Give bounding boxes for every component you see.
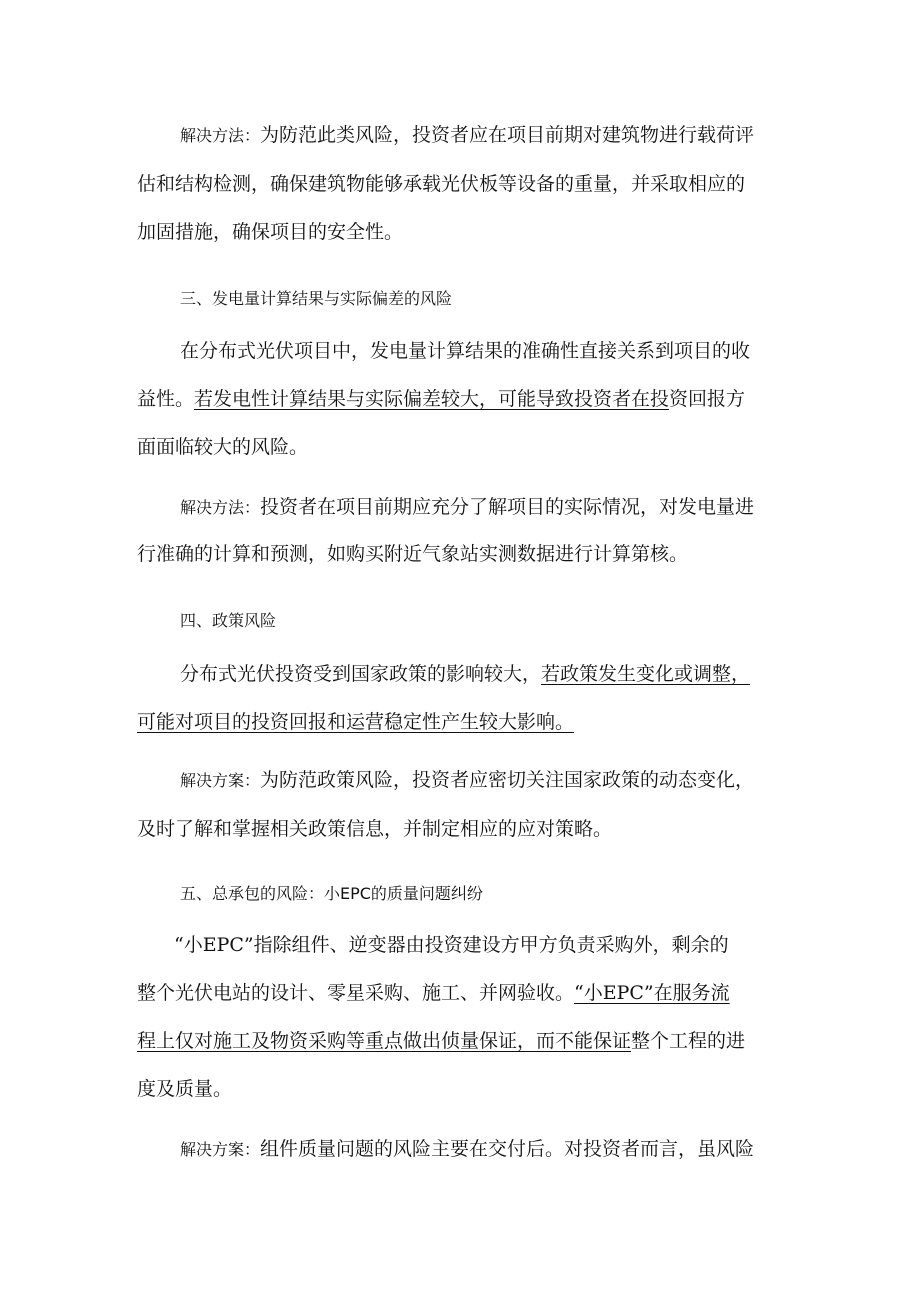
section5-body-line-2: 整个光伏电站的设计、零星采购、施工、并网验收。“小EPC”在服务流	[137, 982, 730, 1004]
section5-heading: 五、总承包的风险：小EPC的质量问题纠纷	[180, 884, 483, 903]
section5-body-line-4: 度及质量。	[137, 1078, 233, 1100]
section3-solution-line-1: 解决方法：投资者在项目前期应充分了解项目的实际情况，对发电量进	[180, 496, 755, 518]
section3-body-line-1: 在分布式光伏项目中，发电量计算结果的准确性直接关系到项目的收	[180, 340, 751, 362]
section5-solution-line-1: 解决方案：组件质量问题的风险主要在交付后。对投资者而言，虽风险	[180, 1138, 755, 1160]
solution-label: 解决方法：	[180, 498, 261, 517]
section5-body-line-3: 程上仅对施工及物资采购等重点做出侦量保证，而不能保证整个工程的进	[137, 1030, 746, 1052]
underlined-text: 若政策发生变化或调整，	[541, 663, 751, 685]
section3-body-line-3: 面面临较大的风险。	[137, 436, 309, 458]
solution-label: 解决方案：	[180, 771, 261, 790]
section4-body-line-1: 分布式光伏投资受到国家政策的影响较大，若政策发生变化或调整，	[180, 663, 751, 685]
solution-label: 解决方法：	[180, 126, 261, 145]
section4-solution-line-2: 及时了解和掌握相关政策信息，并制定相应的应对策略。	[137, 818, 613, 840]
section3-heading: 三、发电量计算结果与实际偏差的风险	[180, 289, 453, 308]
section4-heading: 四、政策风险	[180, 611, 277, 630]
section5-body-line-1: “小EPC”指除组件、逆变器由投资建设方甲方负责采购外，剩余的	[174, 934, 729, 956]
section2-solution-line-1: 解决方法：为防范此类风险，投资者应在项目前期对建筑物进行载荷评	[180, 124, 755, 146]
underlined-text: 若发电性计算结果与实际偏差较大，可能导致投资者在投	[194, 388, 670, 410]
underlined-text: 程上仅对施工及物资采购等重点做出侦量保证，而不能保证	[137, 1030, 632, 1052]
section2-solution-line-2: 估和结构检测，确保建筑物能够承载光伏板等设备的重量，并采取相应的	[137, 173, 746, 195]
section3-body-line-2: 益性。若发电性计算结果与实际偏差较大，可能导致投资者在投资回报方	[137, 388, 746, 410]
solution-label: 解决方案：	[180, 1140, 261, 1159]
section3-solution-line-2: 行准确的计算和预测，如购买附近气象站实测数据进行计算第核。	[137, 543, 689, 565]
section4-solution-line-1: 解决方案：为防范政策风险，投资者应密切关注国家政策的动态变化，	[180, 769, 755, 791]
underlined-text: “小EPC”在服务流	[574, 982, 730, 1004]
underlined-text: 可能对项目的投资回报和运营稳定性产生较大影响。	[137, 711, 575, 733]
section2-solution-line-3: 加固措施，确保项目的安全性。	[137, 221, 404, 243]
section4-body-line-2	[137, 709, 574, 735]
